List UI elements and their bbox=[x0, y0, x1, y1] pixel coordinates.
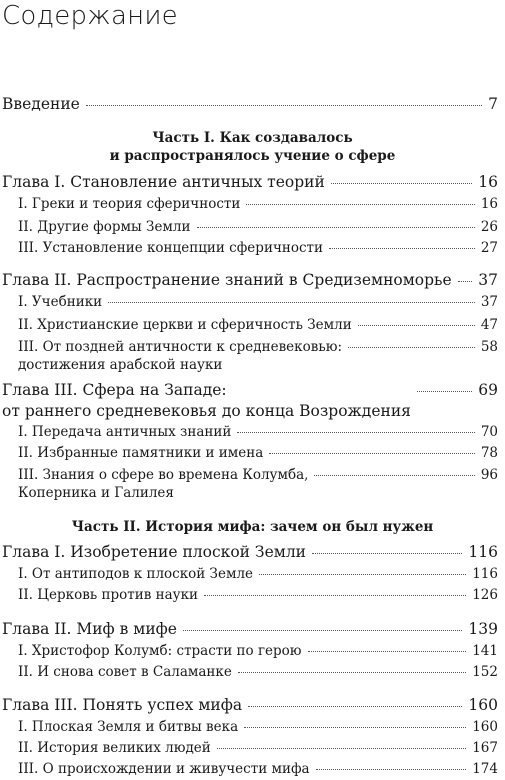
toc-chapter[interactable] bbox=[0, 696, 498, 714]
toc-section[interactable] bbox=[0, 566, 498, 582]
toc-page-number: 160 bbox=[468, 696, 498, 714]
dot-leader bbox=[108, 302, 475, 303]
toc-section[interactable] bbox=[0, 424, 498, 440]
toc-page-number: 78 bbox=[480, 445, 498, 461]
dot-leader bbox=[358, 325, 475, 326]
dot-leader bbox=[308, 651, 467, 652]
dot-leader bbox=[86, 105, 482, 106]
toc-page-number: 174 bbox=[472, 761, 498, 777]
toc-entry-line: достижения арабской науки bbox=[18, 357, 223, 373]
toc-chapter[interactable] bbox=[0, 271, 498, 289]
toc-page-number: 16 bbox=[478, 173, 498, 191]
toc-entry-line: Коперника и Галилея bbox=[18, 485, 174, 501]
toc-page-number: 27 bbox=[480, 240, 498, 256]
dot-leader bbox=[238, 672, 466, 673]
toc-entry-label: III. О происхождении и живучести мифа bbox=[18, 761, 310, 777]
toc-entry-label: Глава I. Изобретение плоской Земли bbox=[2, 543, 306, 561]
toc-entry-line: от раннего средневековья до конца Возрождения bbox=[2, 402, 411, 420]
dot-leader bbox=[248, 706, 462, 707]
toc-page-number: 37 bbox=[478, 271, 498, 289]
toc-page-number: 152 bbox=[472, 664, 498, 680]
toc-entry-label: II. История великих людей bbox=[18, 740, 211, 756]
dot-leader bbox=[269, 453, 475, 454]
toc-entry-line: III. Знания о сфере во времена Колумба, bbox=[18, 467, 309, 483]
toc-entry-label: Введение bbox=[2, 95, 80, 113]
toc-entry-label: I. Плоская Земля и битвы века bbox=[18, 719, 239, 735]
toc-page-number: 167 bbox=[472, 740, 498, 756]
dot-leader bbox=[312, 553, 462, 554]
dot-leader bbox=[246, 204, 474, 205]
toc-page-number: 26 bbox=[480, 219, 498, 235]
toc-page-number: 116 bbox=[472, 566, 498, 582]
toc-section[interactable] bbox=[0, 445, 498, 461]
toc-entry-line: III. От поздней античности к средневековью: bbox=[18, 339, 342, 355]
toc-entry-label: II. Избранные памятники и имена bbox=[18, 445, 264, 461]
dot-leader bbox=[197, 227, 475, 228]
dot-leader bbox=[204, 595, 466, 596]
toc-section[interactable] bbox=[0, 643, 498, 659]
page-title: Содержание bbox=[2, 1, 178, 31]
part-heading-2 bbox=[0, 518, 505, 536]
toc-page-number: 58 bbox=[480, 339, 498, 355]
dot-leader bbox=[259, 574, 466, 575]
part-heading-line: Часть II. История мифа: зачем он был нужен bbox=[71, 519, 434, 535]
part-heading-line: и распространялось учение о сфере bbox=[109, 148, 396, 164]
dot-leader bbox=[417, 391, 472, 392]
toc-page-number: 116 bbox=[468, 543, 498, 561]
toc-chapter[interactable] bbox=[0, 620, 498, 638]
toc-page-number: 16 bbox=[480, 196, 498, 212]
toc-entry-label: Глава II. Миф в мифе bbox=[2, 620, 177, 638]
dot-leader bbox=[314, 475, 474, 476]
toc-entry-label: Глава II. Распространение знаний в Средиземноморье bbox=[2, 271, 452, 289]
toc-entry-label: I. От антиподов к плоской Земле bbox=[18, 566, 254, 582]
toc-entry-label: I. Христофор Колумб: страсти по герою bbox=[18, 643, 302, 659]
dot-leader bbox=[237, 432, 474, 433]
toc-page-number: 96 bbox=[480, 467, 498, 483]
dot-leader bbox=[183, 630, 462, 631]
toc-entry-label: II. И снова совет в Саламанке bbox=[18, 664, 232, 680]
dot-leader bbox=[458, 281, 473, 282]
dot-leader bbox=[331, 183, 472, 184]
toc-page-number: 126 bbox=[472, 587, 498, 603]
toc-page-number: 141 bbox=[472, 643, 498, 659]
toc-page-number: 139 bbox=[468, 620, 498, 638]
toc-chapter[interactable] bbox=[0, 380, 498, 422]
dot-leader bbox=[348, 347, 475, 348]
toc-entry-label: I. Учебники bbox=[18, 294, 103, 310]
toc-section[interactable] bbox=[0, 664, 498, 680]
toc-page-number: 69 bbox=[478, 381, 498, 399]
part-heading-1 bbox=[0, 129, 505, 165]
toc-entry-label: II. Другие формы Земли bbox=[18, 219, 191, 235]
toc-chapter[interactable] bbox=[0, 173, 498, 191]
toc-section[interactable] bbox=[0, 294, 498, 310]
toc-entry-label: I. Передача античных знаний bbox=[18, 424, 232, 440]
toc-entry-label: II. Церковь против науки bbox=[18, 587, 199, 603]
toc-page-number: 160 bbox=[472, 719, 498, 735]
toc-entry-line: Глава III. Сфера на Западе: bbox=[2, 381, 227, 399]
toc-page-number: 47 bbox=[480, 317, 498, 333]
dot-leader bbox=[217, 748, 466, 749]
toc-entry-label: I. Греки и теория сферичности bbox=[18, 196, 241, 212]
toc-section[interactable] bbox=[0, 466, 498, 502]
toc-entry-label: II. Христианские церкви и сферичность Земли bbox=[18, 317, 352, 333]
toc-entry-label bbox=[18, 338, 342, 374]
dot-leader bbox=[244, 727, 466, 728]
toc-section[interactable] bbox=[0, 587, 498, 603]
toc-entry-label bbox=[2, 380, 411, 422]
dot-leader bbox=[316, 769, 467, 770]
toc-entry-intro[interactable] bbox=[0, 95, 498, 113]
toc-entry-label: Глава I. Становление античных теорий bbox=[2, 173, 325, 191]
toc-section[interactable] bbox=[0, 719, 498, 735]
toc-page-number: 37 bbox=[480, 294, 498, 310]
dot-leader bbox=[329, 248, 475, 249]
toc-section[interactable] bbox=[0, 317, 498, 333]
toc-entry-label: Глава III. Понять успех мифа bbox=[2, 696, 243, 714]
toc-entry-label: III. Установление концепции сферичности bbox=[18, 240, 324, 256]
toc-section[interactable] bbox=[0, 196, 498, 212]
toc-section[interactable] bbox=[0, 240, 498, 256]
toc-section[interactable] bbox=[0, 338, 498, 374]
toc-page-number: 7 bbox=[488, 95, 498, 113]
toc-page-number: 70 bbox=[480, 424, 498, 440]
toc-section[interactable] bbox=[0, 740, 498, 756]
part-heading-line: Часть I. Как создавалось bbox=[152, 130, 353, 146]
toc-section[interactable] bbox=[0, 761, 498, 777]
toc-entry-label bbox=[18, 466, 308, 502]
toc-section[interactable] bbox=[0, 219, 498, 235]
toc-chapter[interactable] bbox=[0, 543, 498, 561]
